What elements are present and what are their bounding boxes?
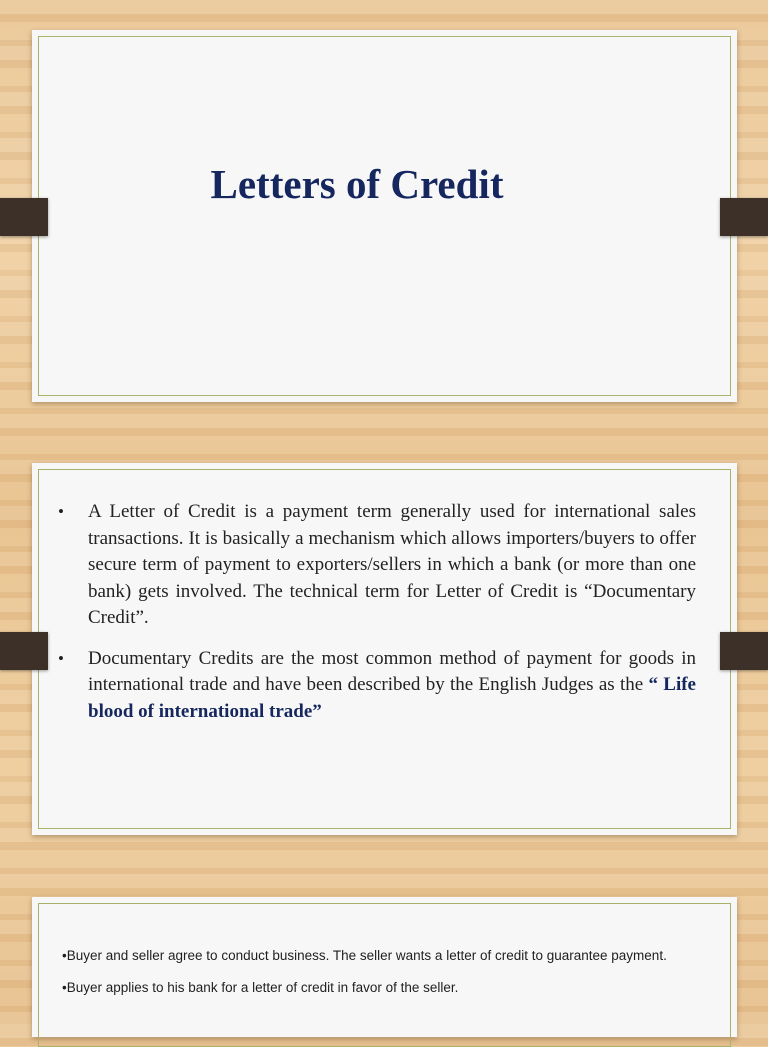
bullet-list (56, 499, 696, 739)
binder-tab-left (0, 632, 48, 670)
step-item: •Buyer applies to his bank for a letter of credit in favor of the seller. (62, 980, 459, 995)
steps-list (62, 947, 712, 1011)
bullet-dot: • (58, 502, 64, 521)
bullet-item (56, 499, 696, 632)
content-slide (32, 463, 737, 835)
steps-slide (32, 897, 737, 1037)
slide-border (38, 36, 731, 396)
highlight-phrase: “ Life blood of international trade” (88, 674, 696, 722)
step-item: •Buyer and seller agree to conduct business. The seller wants a letter of credit to guarantee payment. (62, 948, 667, 963)
bullet-text: Documentary Credits are the most common method of payment for goods in international trade and have been described by the English Judges as the (88, 647, 696, 695)
bullet-item (56, 646, 696, 726)
title-slide (32, 30, 737, 402)
slide-title: Letters of Credit (210, 161, 504, 207)
bullet-text: A Letter of Credit is a payment term generally used for international sales transactions. It is basically a mechanism which allows importers/buyers to offer secure term of payment to exporters/sellers in which a bank (or more than one bank) gets involved. The technical term for Letter of Credit is “Documentary Credit”. (88, 501, 696, 628)
binder-tab-right (720, 632, 768, 670)
bullet-dot: • (58, 648, 64, 668)
binder-tab-right (720, 198, 768, 236)
binder-tab-left (0, 198, 48, 236)
